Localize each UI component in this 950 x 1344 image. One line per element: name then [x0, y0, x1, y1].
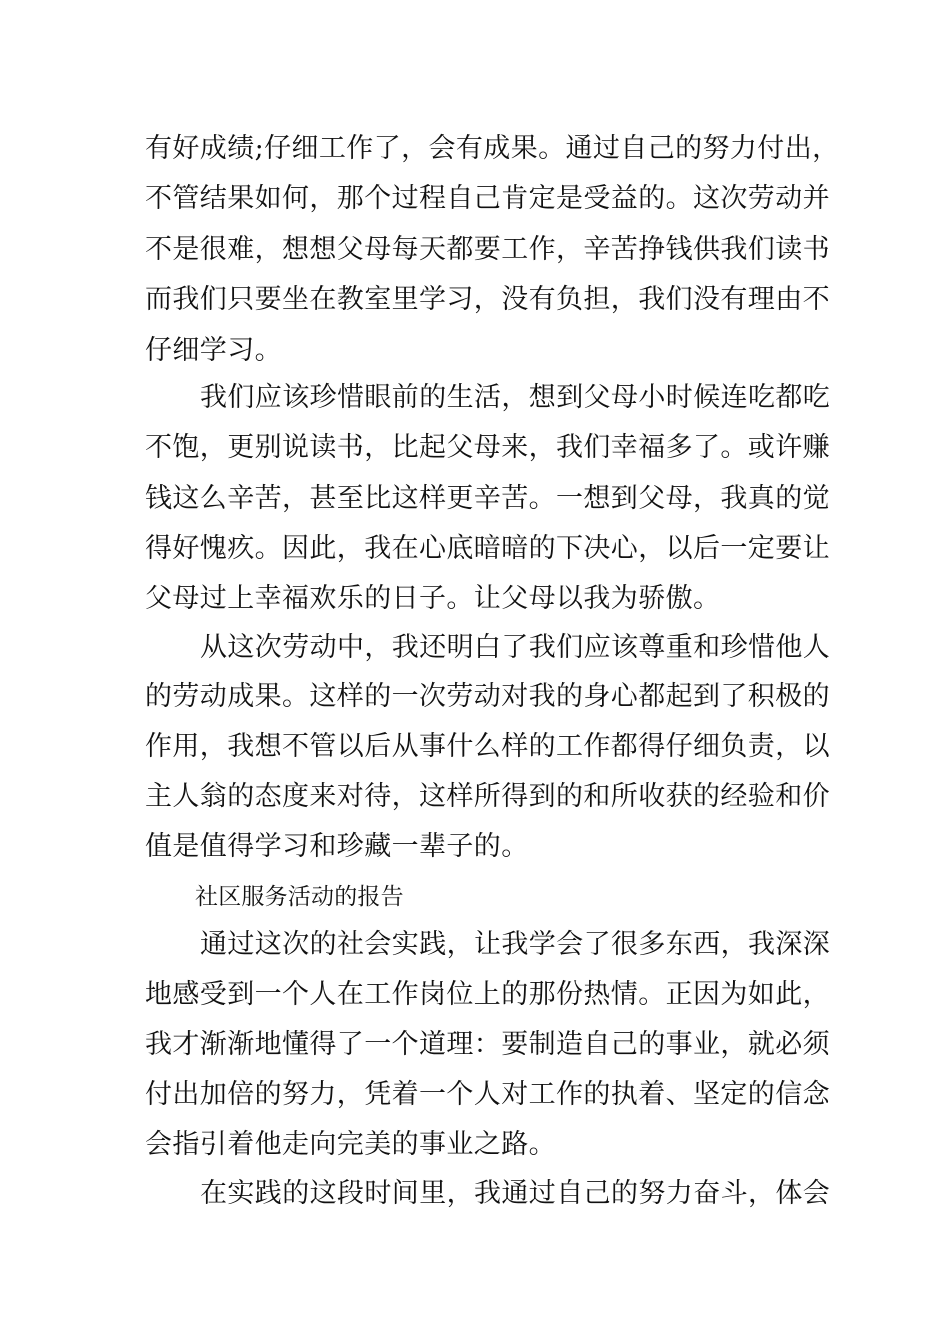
- paragraph-1-line-2: 不管结果如何，那个过程自己肯定是受益的。这次劳动并: [145, 183, 830, 214]
- paragraph-2-line-2: 不饱，更别说读书，比起父母来，我们幸福多了。或许赚: [145, 432, 830, 463]
- paragraph-4-line-2: 地感受到一个人在工作岗位上的那份热情。正因为如此，: [145, 979, 830, 1010]
- paragraph-1-line-4: 而我们只要坐在教室里学习，没有负担，我们没有理由不: [145, 284, 830, 315]
- paragraph-4-line-4: 付出加倍的努力，凭着一个人对工作的执着、坚定的信念: [145, 1079, 830, 1110]
- paragraph-4-line-1: 通过这次的社会实践，让我学会了很多东西，我深深: [200, 929, 831, 960]
- paragraph-4-line-5: 会指引着他走向完美的事业之路。: [145, 1129, 556, 1160]
- paragraph-3-line-2: 的劳动成果。这样的一次劳动对我的身心都起到了积极的: [145, 681, 830, 712]
- paragraph-2-line-5: 父母过上幸福欢乐的日子。让父母以我为骄傲。: [145, 583, 721, 614]
- paragraph-1-line-3: 不是很难，想想父母每天都要工作，辛苦挣钱供我们读书: [145, 234, 830, 265]
- paragraph-2-line-3: 钱这么辛苦，甚至比这样更辛苦。一想到父母，我真的觉: [145, 483, 830, 514]
- paragraph-1-line-5: 仔细学习。: [145, 335, 282, 366]
- paragraph-3-line-1: 从这次劳动中，我还明白了我们应该尊重和珍惜他人: [200, 632, 831, 663]
- paragraph-1-line-1: 有好成绩;仔细工作了，会有成果。通过自己的努力付出，: [145, 133, 840, 164]
- paragraph-4-line-3: 我才渐渐地懂得了一个道理：要制造自己的事业，就必须: [145, 1029, 830, 1060]
- section-heading: 社区服务活动的报告: [195, 884, 404, 910]
- paragraph-3-line-5: 值是值得学习和珍藏一辈子的。: [145, 831, 529, 862]
- paragraph-2-line-1: 我们应该珍惜眼前的生活，想到父母小时候连吃都吃: [200, 382, 831, 413]
- paragraph-3-line-4: 主人翁的态度来对待，这样所得到的和所收获的经验和价: [145, 781, 830, 812]
- paragraph-3-line-3: 作用，我想不管以后从事什么样的工作都得仔细负责，以: [145, 731, 830, 762]
- paragraph-2-line-4: 得好愧疚。因此，我在心底暗暗的下决心，以后一定要让: [145, 533, 830, 564]
- paragraph-5-line-1: 在实践的这段时间里，我通过自己的努力奋斗，体会: [200, 1178, 831, 1209]
